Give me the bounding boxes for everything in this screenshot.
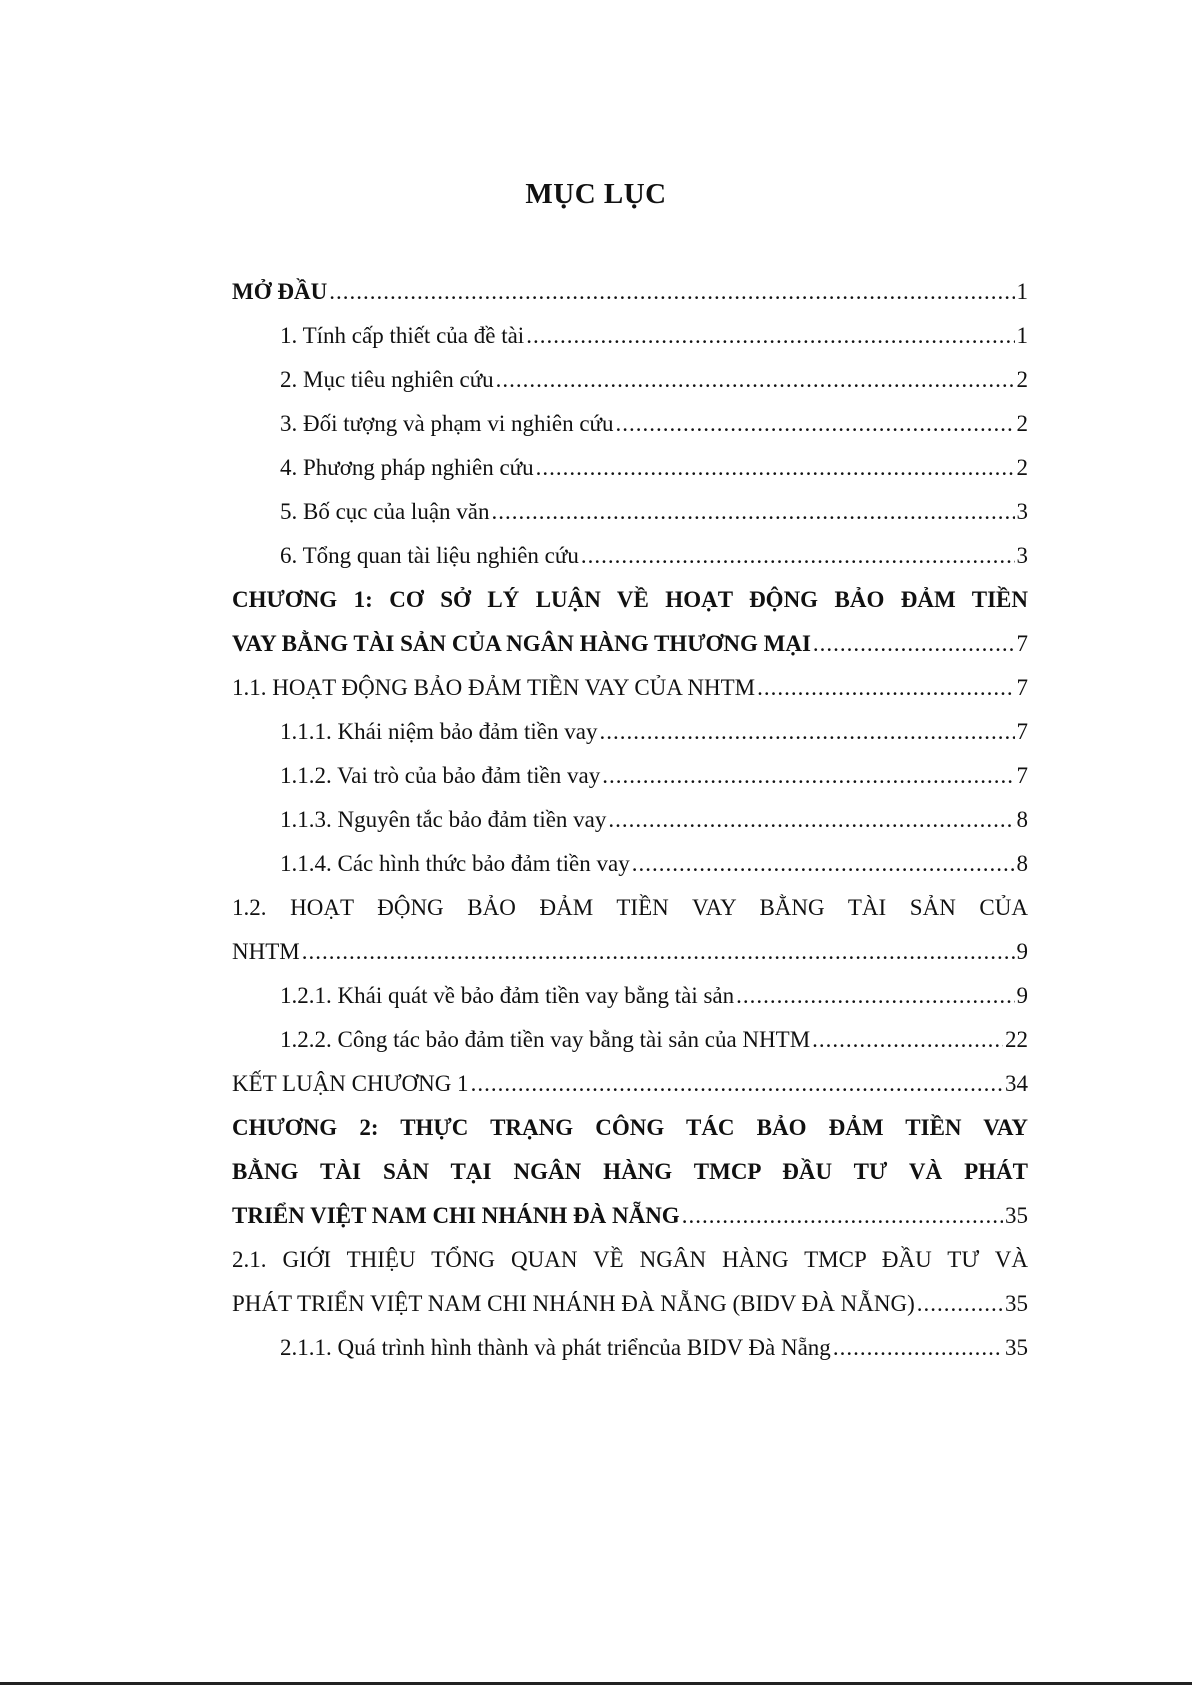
toc-entry[interactable]	[232, 1326, 1028, 1370]
toc-entry[interactable]	[232, 578, 1028, 666]
toc-entry-label: NHTM	[232, 939, 300, 964]
toc-page-number: 7	[1016, 675, 1028, 700]
dot-leader	[599, 710, 1014, 754]
toc-page-number: 3	[1016, 499, 1028, 524]
toc-page-number: 35	[1005, 1291, 1028, 1316]
toc-entry-label: PHÁT TRIỂN VIỆT NAM CHI NHÁNH ĐÀ NẴNG (BIDV ĐÀ NẴNG)	[232, 1291, 915, 1316]
toc-page-number: 3	[1016, 543, 1028, 568]
toc-entry-line: CHƯƠNG 2: THỰC TRẠNG CÔNG TÁC BẢO ĐẢM TIỀN VAY	[232, 1115, 1028, 1140]
toc-entry-row	[232, 270, 1028, 314]
toc-page-number: 7	[1016, 763, 1028, 788]
toc-entry-line: 1.2. HOẠT ĐỘNG BẢO ĐẢM TIỀN VAY BẰNG TÀI SẢN CỦA	[232, 895, 1028, 920]
toc-entry-label: 1.1.1. Khái niệm bảo đảm tiền vay	[280, 719, 598, 744]
toc-page-number: 1	[1016, 279, 1028, 304]
toc-page-number: 22	[1005, 1027, 1028, 1052]
page-title: MỤC LỤC	[525, 178, 667, 210]
toc-entry[interactable]	[232, 1238, 1028, 1326]
toc-page-number: 8	[1016, 807, 1028, 832]
toc-entry-label: 1.2.2. Công tác bảo đảm tiền vay bằng tài sản của NHTM	[280, 1027, 811, 1052]
toc-entry[interactable]	[232, 1018, 1028, 1062]
dot-leader	[536, 446, 1015, 490]
toc-entry-row	[280, 314, 1028, 358]
dot-leader	[496, 358, 1015, 402]
dot-leader	[329, 270, 1014, 314]
dot-leader	[833, 1326, 1003, 1370]
toc-entry-row	[280, 534, 1028, 578]
dot-leader	[302, 930, 1015, 974]
table-of-contents	[232, 270, 1028, 1370]
toc-entry-line: 2.1. GIỚI THIỆU TỔNG QUAN VỀ NGÂN HÀNG TMCP ĐẦU TƯ VÀ	[232, 1247, 1028, 1272]
toc-entry-row	[232, 1194, 1028, 1238]
dot-leader	[581, 534, 1015, 578]
toc-entry-row	[280, 842, 1028, 886]
toc-entry-row	[280, 358, 1028, 402]
toc-entry-label: 3. Đối tượng và phạm vi nghiên cứu	[280, 411, 614, 436]
toc-entry-label: TRIỂN VIỆT NAM CHI NHÁNH ĐÀ NẴNG	[232, 1203, 680, 1228]
toc-entry-row	[280, 974, 1028, 1018]
toc-page-number: 2	[1016, 455, 1028, 480]
toc-entry-label: 2.1.1. Quá trình hình thành và phát triểncủa BIDV Đà Nẵng	[280, 1335, 831, 1360]
toc-page-number: 7	[1016, 719, 1028, 744]
dot-leader	[682, 1194, 1003, 1238]
toc-page-number: 1	[1016, 323, 1028, 348]
dot-leader	[491, 490, 1014, 534]
toc-page-number: 9	[1016, 939, 1028, 964]
dot-leader	[812, 1018, 1003, 1062]
toc-entry-label: VAY BẰNG TÀI SẢN CỦA NGÂN HÀNG THƯƠNG MẠI	[232, 631, 811, 656]
toc-entry-row	[280, 490, 1028, 534]
dot-leader	[813, 622, 1015, 666]
dot-leader	[917, 1282, 1003, 1326]
dot-leader	[757, 666, 1014, 710]
toc-entry[interactable]	[232, 710, 1028, 754]
toc-entry-row	[232, 930, 1028, 974]
toc-entry-label: 1.1.2. Vai trò của bảo đảm tiền vay	[280, 763, 601, 788]
toc-entry-label: 1. Tính cấp thiết của đề tài	[280, 323, 525, 348]
toc-entry[interactable]	[232, 974, 1028, 1018]
toc-entry-line: BẰNG TÀI SẢN TẠI NGÂN HÀNG TMCP ĐẦU TƯ VÀ PHÁT	[232, 1159, 1028, 1184]
toc-page-number: 8	[1016, 851, 1028, 876]
toc-entry-row	[232, 622, 1028, 666]
toc-entry[interactable]	[232, 842, 1028, 886]
toc-entry-label: MỞ ĐẦU	[232, 279, 328, 304]
toc-page-number: 7	[1016, 631, 1028, 656]
toc-page-number: 9	[1016, 983, 1028, 1008]
toc-entry-label: 1.1.3. Nguyên tắc bảo đảm tiền vay	[280, 807, 607, 832]
toc-entry[interactable]	[232, 534, 1028, 578]
toc-page-number: 2	[1016, 411, 1028, 436]
toc-entry-row	[280, 710, 1028, 754]
dot-leader	[616, 402, 1015, 446]
toc-entry[interactable]	[232, 314, 1028, 358]
toc-entry-row	[232, 1282, 1028, 1326]
toc-entry-row	[280, 798, 1028, 842]
toc-entry-line: CHƯƠNG 1: CƠ SỞ LÝ LUẬN VỀ HOẠT ĐỘNG BẢO ĐẢM TIỀN	[232, 587, 1028, 612]
toc-entry[interactable]	[232, 666, 1028, 710]
toc-entry[interactable]	[232, 402, 1028, 446]
toc-page-number: 35	[1005, 1203, 1028, 1228]
toc-entry-label: 1.1. HOẠT ĐỘNG BẢO ĐẢM TIỀN VAY CỦA NHTM	[232, 675, 756, 700]
toc-entry-row	[232, 1062, 1028, 1106]
toc-entry[interactable]	[232, 490, 1028, 534]
toc-entry-label: 2. Mục tiêu nghiên cứu	[280, 367, 494, 392]
toc-entry-label: 1.2.1. Khái quát về bảo đảm tiền vay bằng tài sản	[280, 983, 735, 1008]
toc-page-number: 2	[1016, 367, 1028, 392]
toc-entry-label: 6. Tổng quan tài liệu nghiên cứu	[280, 543, 579, 568]
toc-entry[interactable]	[232, 446, 1028, 490]
toc-page-number: 34	[1005, 1071, 1028, 1096]
toc-entry[interactable]	[232, 886, 1028, 974]
toc-entry-row	[280, 402, 1028, 446]
dot-leader	[526, 314, 1014, 358]
toc-entry-row	[280, 446, 1028, 490]
toc-entry-row	[280, 1018, 1028, 1062]
toc-entry[interactable]	[232, 358, 1028, 402]
toc-entry-row	[280, 754, 1028, 798]
dot-leader	[471, 1062, 1003, 1106]
toc-entry[interactable]	[232, 754, 1028, 798]
toc-entry[interactable]	[232, 798, 1028, 842]
toc-entry[interactable]	[232, 270, 1028, 314]
toc-entry[interactable]	[232, 1062, 1028, 1106]
toc-entry[interactable]	[232, 1106, 1028, 1238]
toc-entry-label: 1.1.4. Các hình thức bảo đảm tiền vay	[280, 851, 630, 876]
dot-leader	[632, 842, 1015, 886]
toc-page-number: 35	[1005, 1335, 1028, 1360]
dot-leader	[608, 798, 1014, 842]
toc-entry-label: 4. Phương pháp nghiên cứu	[280, 455, 534, 480]
toc-entry-row	[280, 1326, 1028, 1370]
toc-entry-label: 5. Bố cục của luận văn	[280, 499, 490, 524]
toc-entry-row	[232, 666, 1028, 710]
dot-leader	[736, 974, 1014, 1018]
dot-leader	[602, 754, 1014, 798]
toc-entry-label: KẾT LUẬN CHƯƠNG 1	[232, 1071, 469, 1096]
